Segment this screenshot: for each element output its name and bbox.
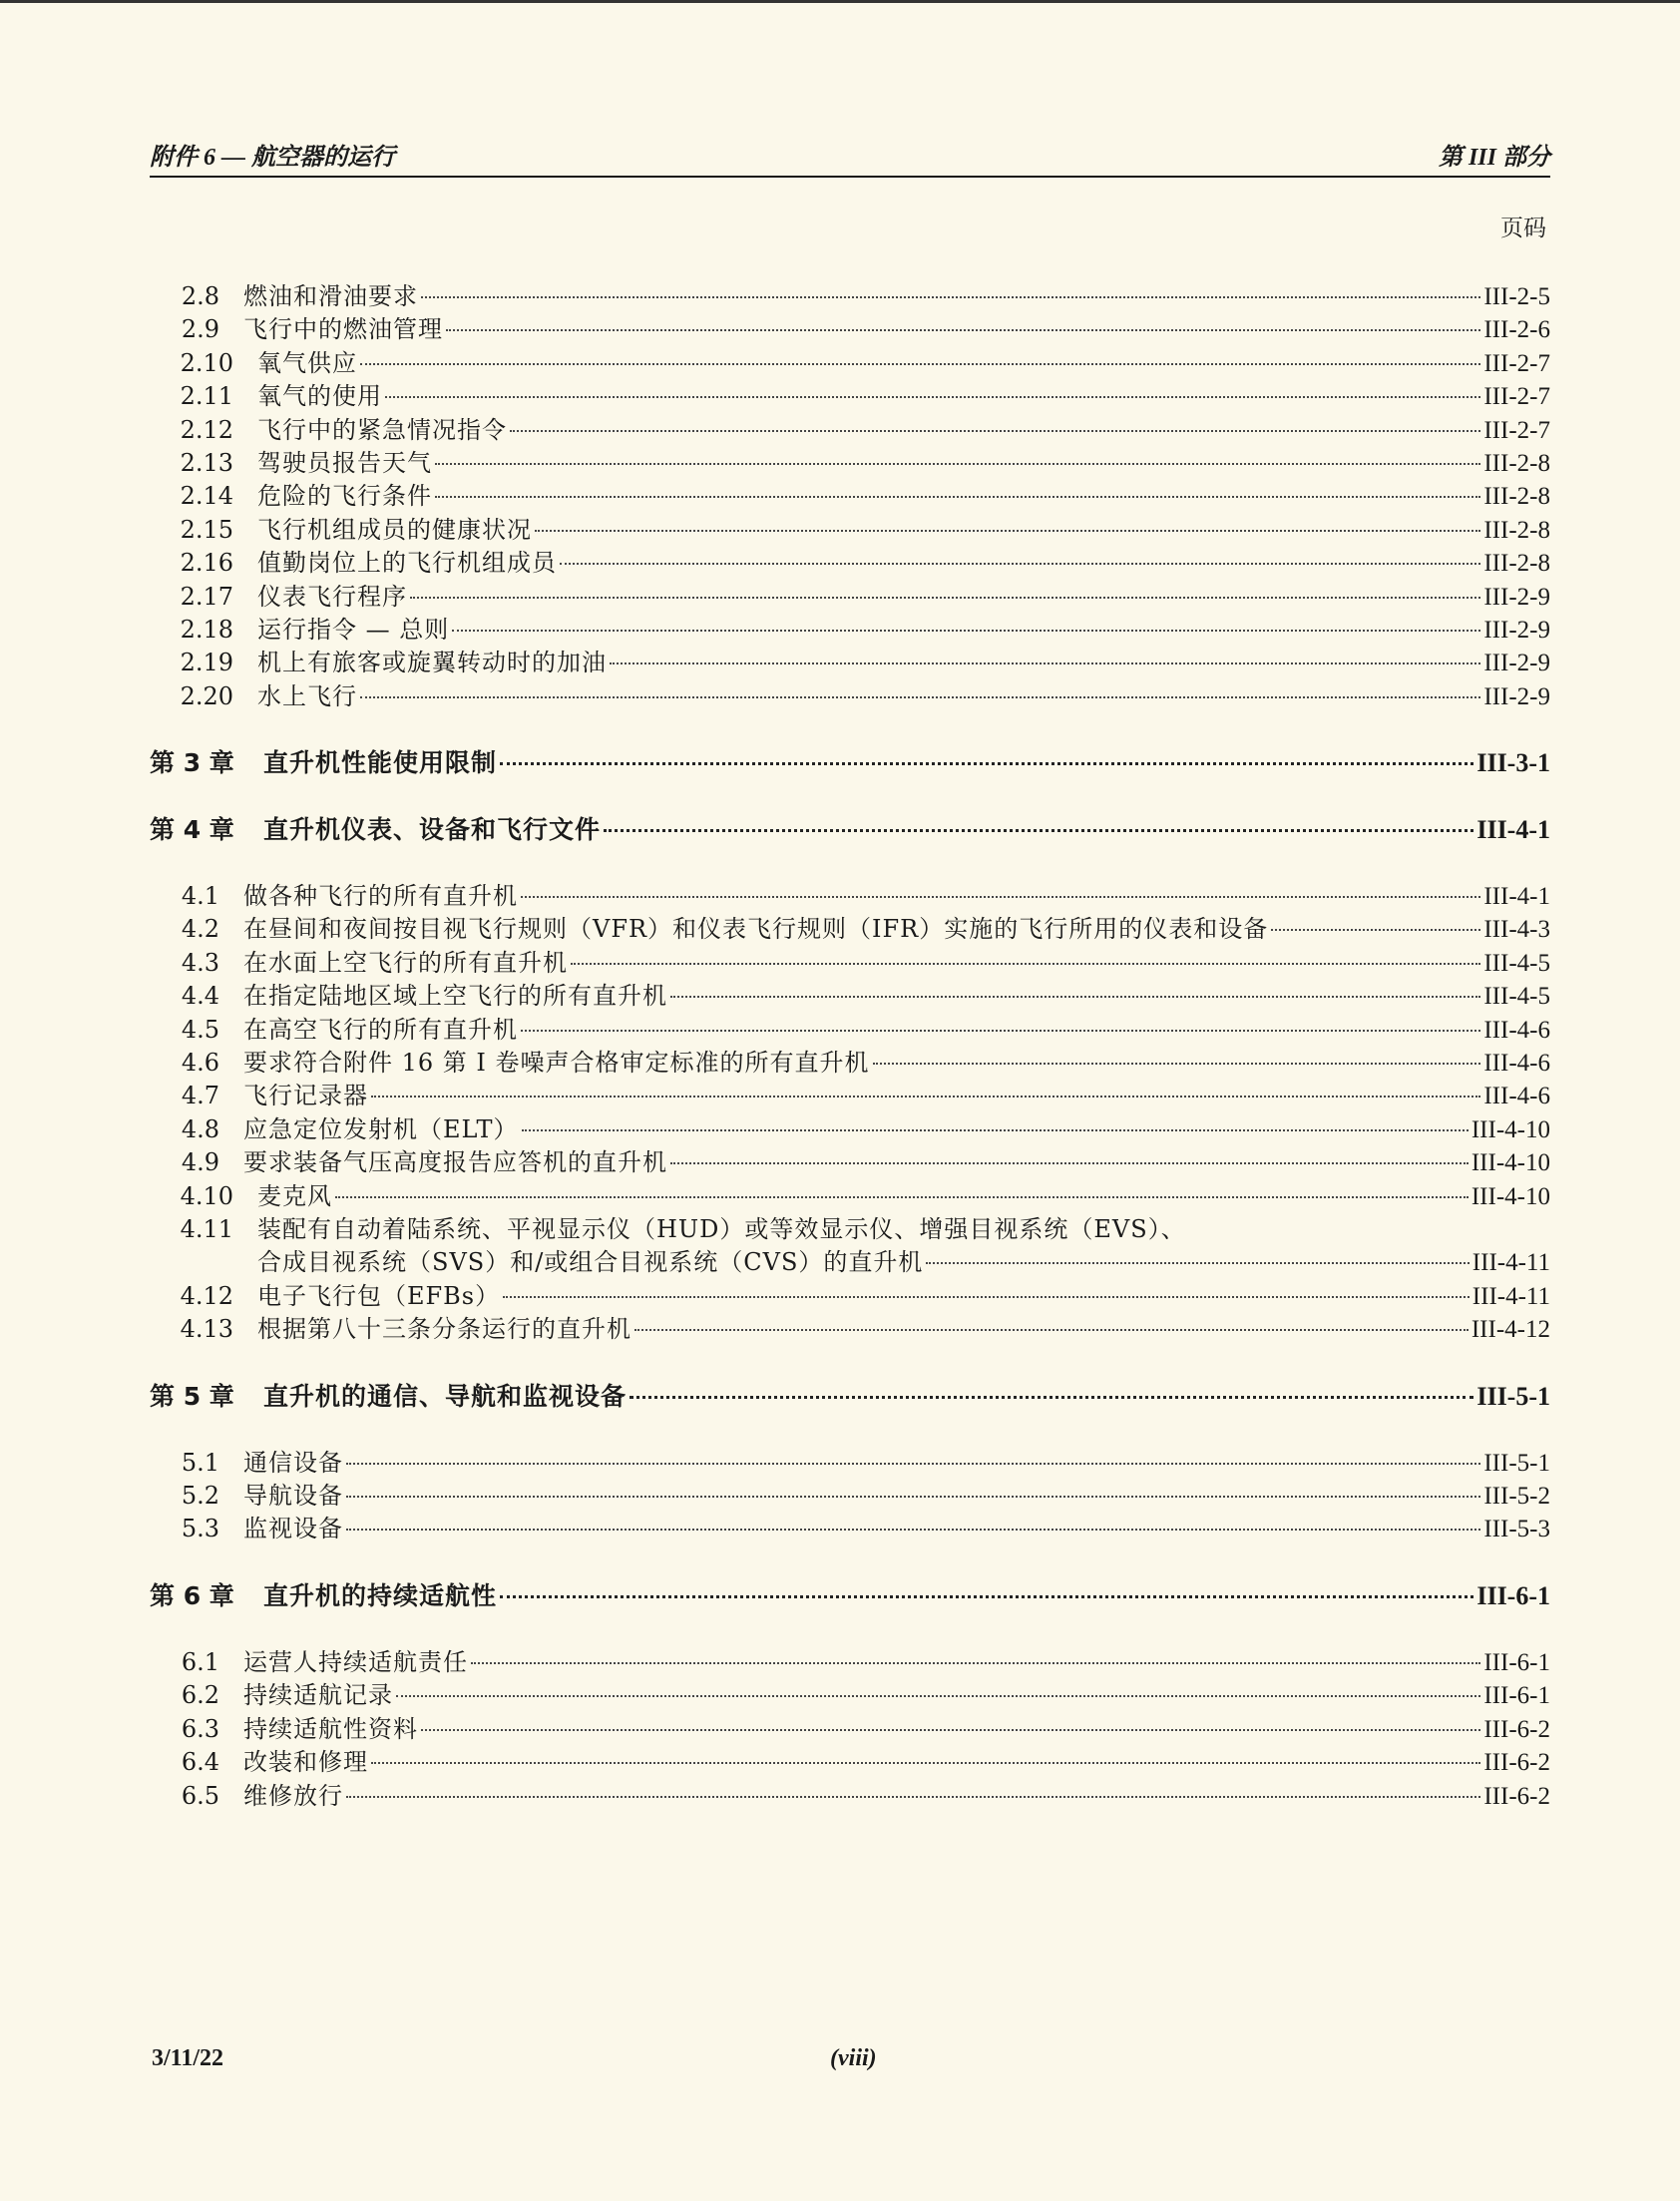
- entry-title: 燃油和滑油要求: [243, 282, 418, 310]
- entry-number: 2.14: [180, 482, 233, 511]
- entry-page: III-4-1: [1483, 883, 1550, 911]
- entry-title: 持续适航记录: [243, 1681, 393, 1710]
- footer-date: 3/11/22: [152, 2045, 224, 2071]
- entry-title: 维修放行: [243, 1781, 343, 1810]
- dot-leader: [371, 1761, 1480, 1764]
- entry-number: 2.11: [180, 382, 233, 411]
- entry-title: 在昼间和夜间按目视飞行规则（VFR）和仪表飞行规则（IFR）实施的飞行所用的仪表和设备: [243, 915, 1269, 944]
- toc-entry[interactable]: [150, 1280, 1550, 1313]
- entry-page: III-5-2: [1483, 1483, 1550, 1511]
- dot-leader: [560, 562, 1480, 565]
- entry-title-line2: 合成目视系统（SVS）和/或组合目视系统（CVS）的直升机: [257, 1248, 924, 1277]
- entry-title: 麦克风: [257, 1181, 332, 1210]
- toc-entry[interactable]: [150, 1679, 1550, 1712]
- toc-entry[interactable]: [150, 380, 1550, 413]
- dot-leader: [500, 761, 1473, 765]
- entry-page: III-2-7: [1483, 416, 1550, 444]
- footer-page-number: (viii): [830, 2045, 877, 2071]
- entry-title: 在高空飞行的所有直升机: [243, 1015, 518, 1044]
- toc-entry[interactable]: [150, 1480, 1550, 1513]
- dot-leader: [435, 462, 1480, 465]
- entry-title-line1: 装配有自动着陆系统、平视显示仪（HUD）或等效显示仪、增强目视系统（EVS）、: [257, 1214, 1186, 1243]
- dot-leader: [471, 1661, 1480, 1664]
- entry-number: 4.5: [181, 1015, 219, 1044]
- entry-number: 2.10: [180, 348, 233, 377]
- dot-leader: [360, 362, 1480, 365]
- entry-title: 做各种飞行的所有直升机: [243, 882, 518, 911]
- dot-leader: [346, 1795, 1480, 1798]
- chapter-title: 直升机的通信、导航和监视设备: [263, 1381, 628, 1411]
- chapter-page: III-4-1: [1476, 815, 1550, 845]
- entry-title: 持续适航性资料: [243, 1714, 418, 1743]
- entry-title: 飞行机组成员的健康状况: [257, 515, 532, 544]
- section-4-entries-a: [150, 880, 1550, 1180]
- entry-page: III-4-6: [1483, 1083, 1550, 1110]
- dot-leader: [371, 1095, 1480, 1098]
- toc-entry[interactable]: [150, 1713, 1550, 1746]
- entry-number: 4.6: [181, 1048, 219, 1077]
- entry-title: 值勤岗位上的飞行机组成员: [257, 549, 557, 578]
- top-border-rule: [0, 0, 1680, 3]
- toc-entry[interactable]: [150, 514, 1550, 547]
- dot-leader: [503, 1295, 1470, 1298]
- entry-number: 6.2: [181, 1681, 219, 1710]
- entry-page: III-2-8: [1483, 449, 1550, 477]
- entry-number: 5.2: [181, 1482, 219, 1511]
- toc-entry[interactable]: [150, 980, 1550, 1013]
- entry-number: 2.16: [180, 549, 233, 578]
- entry-page: III-2-6: [1483, 316, 1550, 344]
- entry-number: 4.9: [181, 1148, 219, 1177]
- entry-page: III-6-2: [1483, 1715, 1550, 1743]
- chapter-page: III-3-1: [1476, 748, 1550, 778]
- chapter-title: 直升机性能使用限制: [263, 748, 498, 778]
- entry-number: 5.3: [181, 1515, 219, 1543]
- toc-entry[interactable]: [150, 280, 1550, 313]
- toc-entry[interactable]: [150, 1746, 1550, 1779]
- section-4-entries-b: [150, 1180, 1550, 1213]
- entry-number: 2.17: [180, 582, 233, 611]
- entry-title: 通信设备: [243, 1448, 343, 1477]
- chapter-5-heading[interactable]: [150, 1380, 1550, 1413]
- entry-number: 6.3: [181, 1714, 219, 1743]
- header-part-label: 第 III 部分: [1438, 145, 1550, 171]
- entry-number: 2.18: [180, 615, 233, 644]
- entry-page: III-5-1: [1483, 1449, 1550, 1477]
- dot-leader: [335, 1195, 1469, 1198]
- entry-number: 2.8: [181, 282, 219, 310]
- entry-page: III-2-7: [1483, 383, 1550, 411]
- entry-page: III-2-8: [1483, 483, 1550, 511]
- entry-number: 6.4: [181, 1748, 219, 1777]
- entry-page: III-4-11: [1471, 1249, 1550, 1277]
- chapter-label: 第 6 章: [150, 1581, 234, 1611]
- entry-number: 4.8: [181, 1114, 219, 1143]
- toc-entry[interactable]: [150, 947, 1550, 980]
- dot-leader: [630, 1395, 1473, 1399]
- dot-leader: [535, 529, 1480, 532]
- entry-title: 要求装备气压高度报告应答机的直升机: [243, 1148, 667, 1177]
- entry-number: 4.13: [180, 1315, 233, 1344]
- toc-entry-4-11-line2[interactable]: [150, 1246, 1550, 1279]
- toc-entry[interactable]: [150, 1080, 1550, 1112]
- entry-page: III-6-2: [1483, 1782, 1550, 1810]
- toc-entry[interactable]: [150, 1113, 1550, 1146]
- entry-title: 在水面上空飞行的所有直升机: [243, 948, 568, 977]
- toc-entry[interactable]: [150, 447, 1550, 480]
- entry-number: 4.2: [181, 915, 219, 944]
- toc-entry[interactable]: [150, 1780, 1550, 1813]
- entry-title: 仪表飞行程序: [257, 582, 407, 611]
- toc-entry[interactable]: [150, 480, 1550, 513]
- dot-leader: [435, 495, 1480, 498]
- dot-leader: [500, 1594, 1473, 1598]
- toc-entry[interactable]: [150, 1180, 1550, 1213]
- toc-entry-4-11-line1[interactable]: [150, 1213, 1550, 1246]
- entry-page: III-2-9: [1483, 583, 1550, 611]
- entry-page: III-4-5: [1483, 983, 1550, 1011]
- dot-leader: [385, 395, 1480, 398]
- entry-number: 4.12: [180, 1281, 233, 1310]
- entry-number: 2.15: [180, 515, 233, 544]
- entry-page: III-4-10: [1470, 1149, 1550, 1177]
- entry-number: 4.11: [180, 1214, 233, 1243]
- dot-leader: [346, 1528, 1480, 1531]
- dot-leader: [521, 1029, 1480, 1032]
- toc-entry[interactable]: [150, 913, 1550, 946]
- toc-entry[interactable]: [150, 1313, 1550, 1346]
- entry-page: III-2-9: [1483, 616, 1550, 644]
- entry-page: III-6-1: [1483, 1682, 1550, 1710]
- section-4-entries-c: [150, 1280, 1550, 1347]
- dot-leader: [604, 828, 1473, 832]
- entry-page: III-4-11: [1471, 1282, 1550, 1310]
- entry-page: III-2-5: [1483, 283, 1550, 310]
- toc-entry[interactable]: [150, 313, 1550, 346]
- toc-entry[interactable]: [150, 647, 1550, 679]
- toc-entry[interactable]: [150, 347, 1550, 380]
- dot-leader: [396, 1694, 1480, 1697]
- toc-entry[interactable]: [150, 414, 1550, 447]
- dot-leader: [670, 995, 1480, 998]
- entry-title: 机上有旅客或旋翼转动时的加油: [257, 649, 607, 677]
- entry-page: III-2-9: [1483, 682, 1550, 710]
- entry-title: 应急定位发射机（ELT）: [243, 1114, 519, 1143]
- entry-number: 2.19: [180, 649, 233, 677]
- entry-number: 4.10: [180, 1181, 233, 1210]
- dot-leader: [634, 1328, 1469, 1331]
- entry-title: 氧气的使用: [257, 382, 382, 411]
- toc-entry[interactable]: [150, 614, 1550, 647]
- dot-leader: [446, 328, 1480, 331]
- chapter-label: 第 5 章: [150, 1381, 234, 1411]
- entry-title: 导航设备: [243, 1482, 343, 1511]
- toc-entry[interactable]: [150, 1646, 1550, 1679]
- dot-leader: [510, 429, 1480, 432]
- dot-leader: [346, 1495, 1480, 1498]
- entry-number: 4.3: [181, 948, 219, 977]
- dot-leader: [610, 661, 1480, 664]
- entry-number: 6.1: [181, 1648, 219, 1677]
- entry-title: 电子飞行包（EFBs）: [257, 1281, 501, 1310]
- entry-page: III-4-10: [1470, 1115, 1550, 1143]
- header-annex-title: 附件 6 — 航空器的运行: [150, 145, 395, 171]
- entry-number: 2.9: [181, 315, 219, 344]
- chapter-6-heading[interactable]: [150, 1579, 1550, 1612]
- dot-leader: [421, 1728, 1480, 1731]
- dot-leader: [926, 1261, 1469, 1264]
- entry-title: 运营人持续适航责任: [243, 1648, 468, 1677]
- entry-number: 4.1: [181, 882, 219, 911]
- entry-title: 要求符合附件 16 第 I 卷噪声合格审定标准的所有直升机: [243, 1048, 870, 1077]
- chapter-title: 直升机的持续适航性: [263, 1581, 498, 1611]
- page-column-label: 页码: [1500, 216, 1546, 241]
- toc-entry[interactable]: [150, 581, 1550, 614]
- entry-page: III-6-2: [1483, 1749, 1550, 1777]
- entry-page: III-4-6: [1483, 1049, 1550, 1077]
- entry-number: 2.12: [180, 415, 233, 444]
- toc-entry[interactable]: [150, 1146, 1550, 1179]
- entry-title: 运行指令 — 总则: [257, 615, 450, 644]
- chapter-label: 第 3 章: [150, 748, 234, 778]
- entry-page: III-4-12: [1470, 1316, 1550, 1344]
- entry-page: III-4-6: [1483, 1016, 1550, 1044]
- toc-entry[interactable]: [150, 547, 1550, 580]
- chapter-page: III-6-1: [1476, 1581, 1550, 1611]
- dot-leader: [571, 962, 1480, 965]
- entry-page: III-6-1: [1483, 1649, 1550, 1677]
- entry-title: 水上飞行: [257, 681, 357, 710]
- entry-title: 危险的飞行条件: [257, 482, 432, 511]
- dot-leader: [1271, 928, 1480, 931]
- chapter-4-heading[interactable]: [150, 813, 1550, 846]
- entry-title: 飞行记录器: [243, 1082, 368, 1110]
- entry-title: 飞行中的燃油管理: [243, 315, 443, 344]
- chapter-title: 直升机仪表、设备和飞行文件: [263, 815, 602, 845]
- chapter-page: III-5-1: [1476, 1381, 1550, 1411]
- entry-title: 氧气供应: [257, 348, 357, 377]
- entry-page: III-4-3: [1483, 916, 1550, 944]
- section-6-entries: [150, 1646, 1550, 1813]
- entry-page: III-5-3: [1483, 1516, 1550, 1543]
- dot-leader: [421, 295, 1480, 298]
- toc-entry[interactable]: [150, 1014, 1550, 1047]
- toc-entry[interactable]: [150, 1447, 1550, 1480]
- dot-leader: [522, 1128, 1469, 1131]
- dot-leader: [410, 596, 1480, 599]
- entry-number: 4.4: [181, 982, 219, 1011]
- entry-number: 4.7: [181, 1082, 219, 1110]
- entry-page: III-2-9: [1483, 650, 1550, 677]
- running-header: [150, 140, 1550, 178]
- chapter-3-heading[interactable]: [150, 746, 1550, 779]
- dot-leader: [521, 895, 1480, 898]
- entry-title: 根据第八十三条分条运行的直升机: [257, 1315, 631, 1344]
- entry-page: III-4-5: [1483, 949, 1550, 977]
- entry-title: 监视设备: [243, 1515, 343, 1543]
- dot-leader: [346, 1462, 1480, 1465]
- toc-entry[interactable]: [150, 680, 1550, 713]
- entry-page: III-2-8: [1483, 516, 1550, 544]
- entry-page: III-2-8: [1483, 550, 1550, 578]
- entry-title: 飞行中的紧急情况指令: [257, 415, 507, 444]
- entry-number: 2.20: [180, 681, 233, 710]
- toc-entry[interactable]: [150, 880, 1550, 913]
- entry-page: III-4-10: [1470, 1182, 1550, 1210]
- entry-title: 在指定陆地区域上空飞行的所有直升机: [243, 982, 667, 1011]
- entry-title: 驾驶员报告天气: [257, 448, 432, 477]
- table-of-contents: [150, 280, 1550, 1813]
- toc-entry[interactable]: [150, 1047, 1550, 1080]
- dot-leader: [360, 695, 1480, 698]
- dot-leader: [670, 1161, 1469, 1164]
- section-2-entries: [150, 280, 1550, 713]
- toc-entry[interactable]: [150, 1513, 1550, 1545]
- entry-number: 2.13: [180, 448, 233, 477]
- chapter-label: 第 4 章: [150, 815, 234, 845]
- dot-leader: [452, 629, 1480, 632]
- entry-number: 5.1: [181, 1448, 219, 1477]
- entry-title: 改装和修理: [243, 1748, 368, 1777]
- entry-page: III-2-7: [1483, 349, 1550, 377]
- dot-leader: [873, 1062, 1481, 1065]
- section-5-entries: [150, 1447, 1550, 1546]
- entry-number: 6.5: [181, 1781, 219, 1810]
